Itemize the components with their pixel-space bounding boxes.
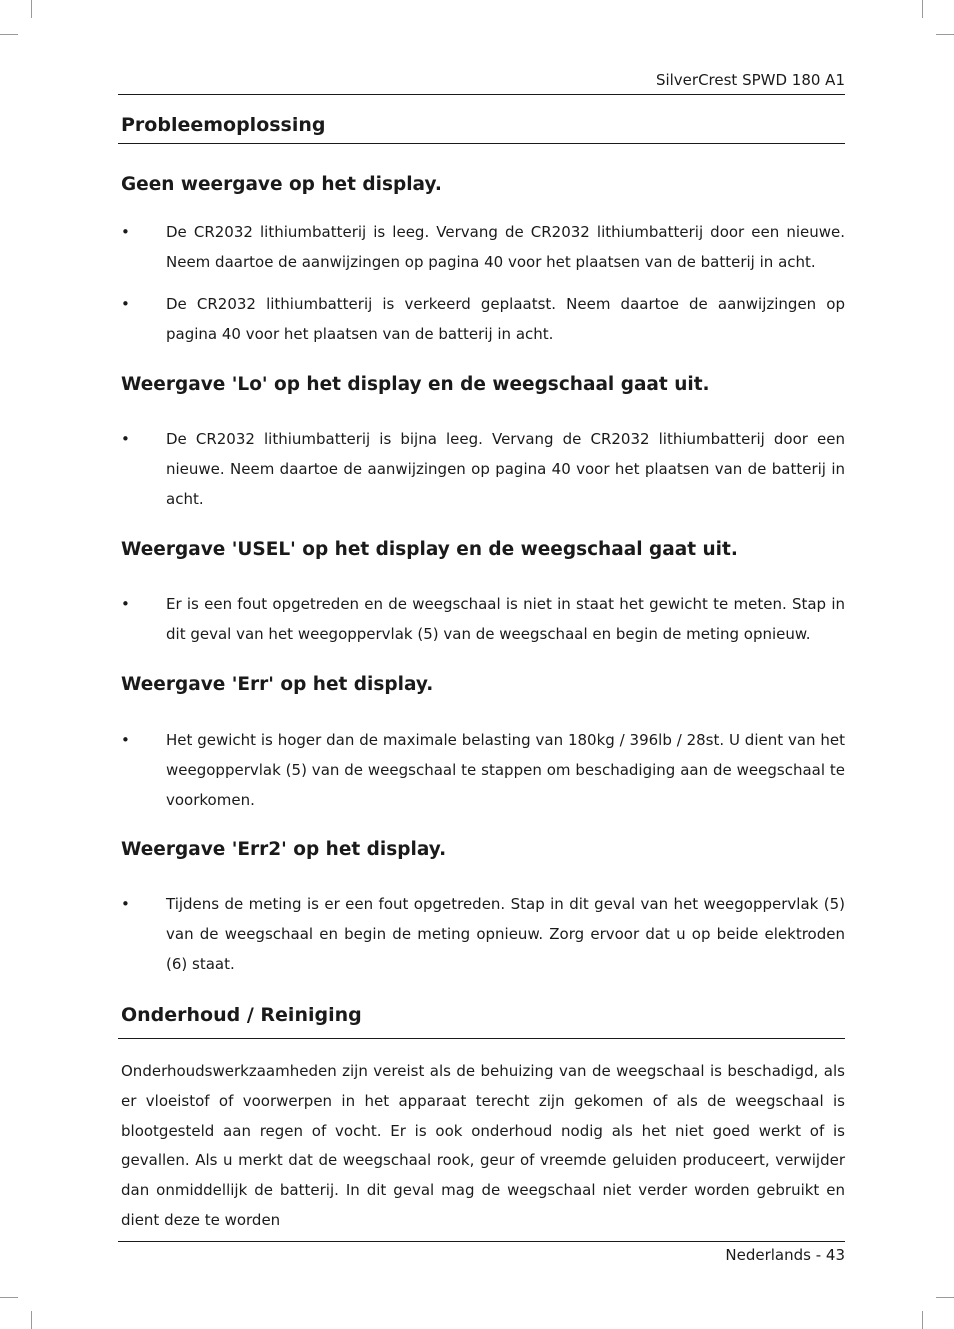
list-item bbox=[121, 218, 845, 278]
list-item-text: Tijdens de meting is er een fout opgetreden. Stap in dit geval van het weegoppervlak (5) van de weegschaal en begin de meting opnieuw. Zorg ervoor dat u op beide elektroden (6) staat. bbox=[166, 895, 845, 973]
list-item bbox=[121, 890, 845, 979]
section-rule bbox=[118, 1038, 845, 1039]
page-number: Nederlands - 43 bbox=[725, 1246, 845, 1264]
list-item-text: De CR2032 lithiumbatterij is verkeerd geplaatst. Neem daartoe de aanwijzingen op pagina 40 voor het plaatsen van de batterij in acht. bbox=[166, 295, 845, 343]
subsection-title-err2: Weergave 'Err2' op het display. bbox=[121, 839, 447, 860]
crop-mark bbox=[31, 1311, 32, 1329]
maintenance-paragraph: Onderhoudswerkzaamheden zijn vereist als de behuizing van de weegschaal is beschadigd, als er vloeistof of voorwerpen in het apparaat terecht zijn gekomen of als de weegschaal is blootgesteld aan regen of vocht. Er is ook onderhoud nodig als het niet goed werkt of is gevallen. Als u merkt dat de weegschaal rook, geur of vreemde geluiden produceert, verwijder dan onmiddellijk de batterij. In dit geval mag de weegschaal niet verder worden gebruikt en dient deze te worden bbox=[121, 1062, 845, 1229]
list-item-text: Het gewicht is hoger dan de maximale belasting van 180kg / 396lb / 28st. U dient van het weegoppervlak (5) van de weegschaal te stappen om beschadiging aan de weegschaal te voorkomen. bbox=[166, 731, 845, 809]
list-item bbox=[121, 590, 845, 650]
bullet-symbol: • bbox=[121, 430, 130, 448]
crop-mark bbox=[922, 1311, 923, 1329]
crop-mark bbox=[922, 0, 923, 18]
list-item bbox=[121, 425, 845, 514]
crop-mark bbox=[936, 34, 954, 35]
list-item bbox=[121, 726, 845, 815]
subsection-title-usel: Weergave 'USEL' op het display en de weegschaal gaat uit. bbox=[121, 539, 738, 560]
section-rule bbox=[118, 143, 845, 144]
list-item-text: De CR2032 lithiumbatterij is leeg. Vervang de CR2032 lithiumbatterij door een nieuwe. Neem daartoe de aanwijzingen op pagina 40 voor het plaatsen van de batterij in acht. bbox=[166, 223, 845, 271]
bullet-symbol: • bbox=[121, 223, 130, 241]
bullet-symbol: • bbox=[121, 731, 130, 749]
running-header: SilverCrest SPWD 180 A1 bbox=[655, 71, 845, 89]
footer-rule bbox=[118, 1241, 845, 1242]
subsection-title-err: Weergave 'Err' op het display. bbox=[121, 674, 434, 695]
list-item-text: De CR2032 lithiumbatterij is bijna leeg. Vervang de CR2032 lithiumbatterij door een nieuwe. Neem daartoe de aanwijzingen op pagina 40 voor het plaatsen van de batterij in acht. bbox=[166, 430, 845, 508]
bullet-symbol: • bbox=[121, 595, 130, 613]
crop-mark bbox=[0, 34, 18, 35]
section-title-maintenance: Onderhoud / Reiniging bbox=[121, 1004, 362, 1026]
crop-mark bbox=[0, 1297, 18, 1298]
subsection-title-no-display: Geen weergave op het display. bbox=[121, 174, 442, 195]
crop-mark bbox=[31, 0, 32, 18]
bullet-symbol: • bbox=[121, 295, 130, 313]
subsection-title-lo: Weergave 'Lo' op het display en de weegschaal gaat uit. bbox=[121, 374, 710, 395]
bullet-symbol: • bbox=[121, 895, 130, 913]
section-title-problem: Probleemoplossing bbox=[121, 114, 326, 136]
header-rule bbox=[118, 94, 845, 95]
crop-mark bbox=[936, 1297, 954, 1298]
list-item bbox=[121, 290, 845, 350]
list-item-text: Er is een fout opgetreden en de weegschaal is niet in staat het gewicht te meten. Stap in dit geval van het weegoppervlak (5) van de weegschaal en begin de meting opnieuw. bbox=[166, 595, 845, 643]
